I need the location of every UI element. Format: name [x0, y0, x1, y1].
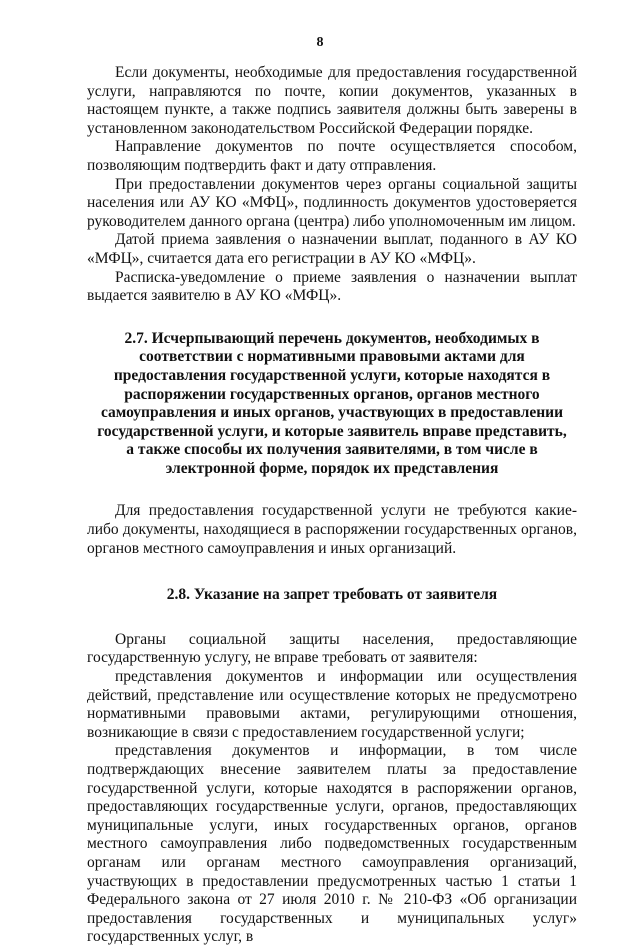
section-2-8-intro: Органы социальной защиты населения, предоставляющие государственную услугу, не вправе требовать от заявителя: — [87, 630, 577, 667]
page-content — [87, 64, 577, 947]
section-2-7-body: Для предоставления государственной услуги не требуются какие-либо документы, находящиеся в распоряжении государственных органов, органов местного самоуправления и иных организаций. — [87, 502, 577, 557]
section-2-8-heading: 2.8. Указание на запрет требовать от заявителя — [166, 586, 498, 604]
page-number: 8 — [316, 35, 324, 50]
paragraph-authentication: При предоставлении документов через органы социальной защиты населения или АУ КО «МФЦ», подлинность документов удостоверяется руководителем данного органа (центра) либо уполномоченным им лицом. — [87, 175, 577, 230]
paragraph-receipt-date: Датой приема заявления о назначении выплат, поданного в АУ КО «МФЦ», считается дата его регистрации в АУ КО «МФЦ». — [87, 231, 577, 267]
paragraph-postal-method: Направление документов по почте осуществляется способом, позволяющим подтвердить факт и дату отправления. — [87, 138, 577, 174]
section-2-7-heading: 2.7. Исчерпывающий перечень документов, необходимых в соответствии с нормативными правовыми актами для предоставления государственной услуги, которые находятся в распоряжении государственных органов, органов местного самоуправления и иных органов, участвующих в предоставлении государственной услуги, и которые заявитель вправе представить, а также способы их получения заявителями, в том числе в электронной форме, порядок их представления — [97, 329, 567, 477]
section-2-8-item-1: представления документов и информации или осуществления действий, представление или осуществление которых не предусмотрено нормативными правовыми актами, регулирующими отношения, возникающие в связи с предоставлением государственной услуги; — [87, 668, 577, 741]
paragraph-receipt-notice: Расписка-уведомление о приеме заявления о назначении выплат выдается заявителю в АУ КО «МФЦ». — [87, 268, 577, 305]
paragraph-postal-documents: Если документы, необходимые для предоставления государственной услуги, направляются по почте, копии документов, указанных в настоящем пункте, а также подпись заявителя должны быть заверены в установленном законодательством Российской Федерации порядке. — [87, 64, 577, 137]
section-2-8-item-2: представления документов и информации, в том числе подтверждающих внесение заявителем платы за предоставление государственной услуги, которые находятся в распоряжении органов, предоставляющих государственные услуги, органов, предоставляющих муниципальные услуги, иных государственных органов, органов местного самоуправления либо подведомственных государственным органам или органам местного самоуправления организаций, участвующих в предоставлении предусмотренных частью 1 статьи 1 Федерального закона от 27 июля 2010 г. № 210-ФЗ «Об организации предоставления государственных и муниципальных услуг» государственных услуг, в — [87, 742, 577, 946]
